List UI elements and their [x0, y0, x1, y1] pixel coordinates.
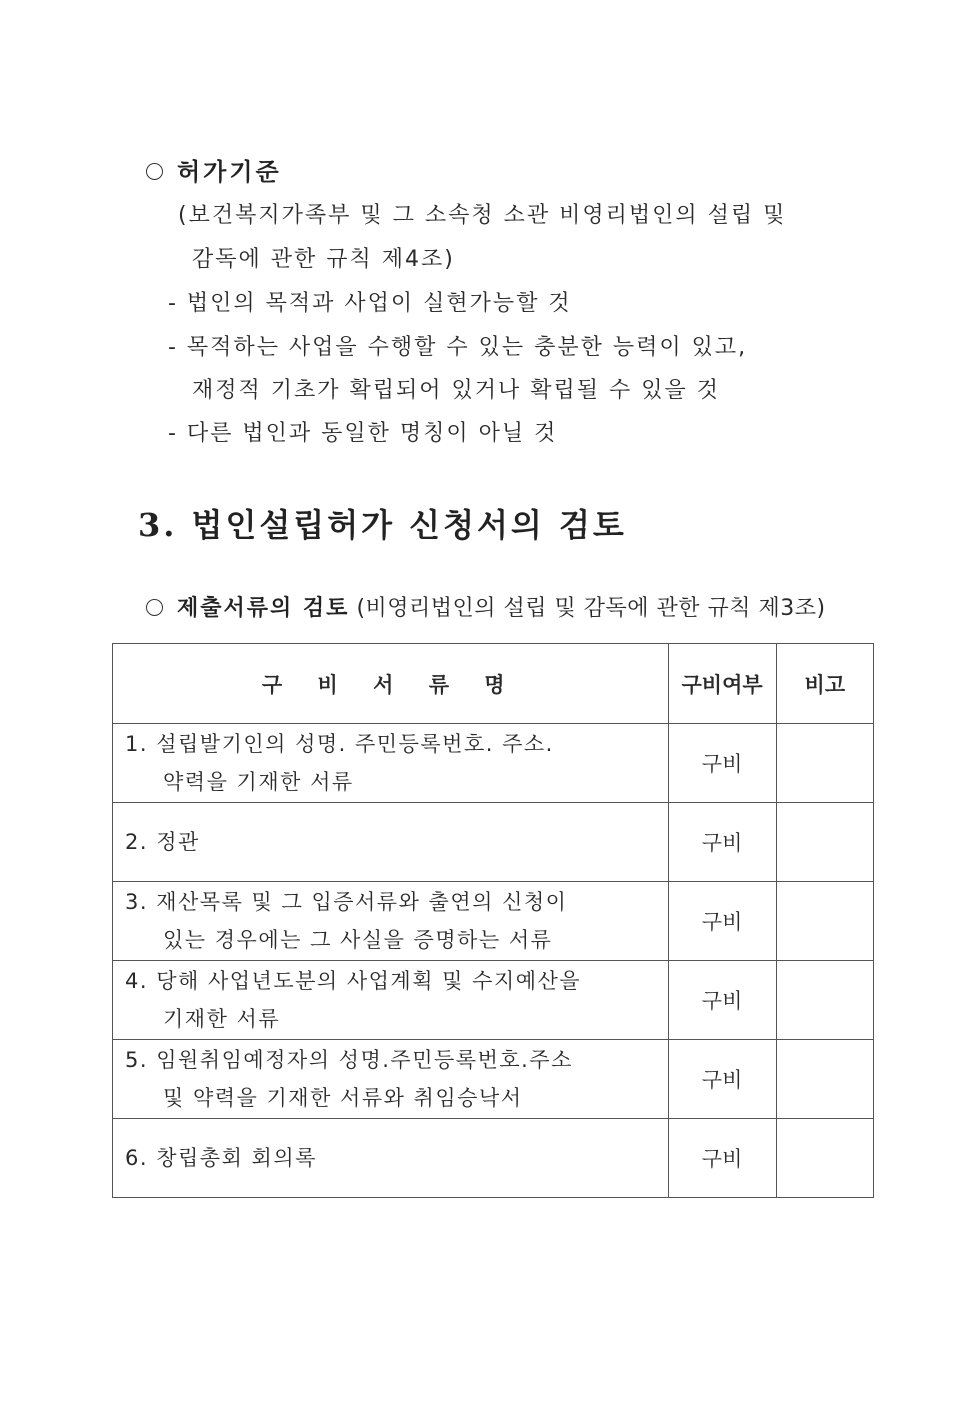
note-cell — [776, 961, 873, 1040]
table-header-row — [113, 644, 874, 724]
table-row — [113, 1119, 874, 1198]
permit-criteria-heading: 허가기준 — [146, 152, 282, 187]
subheading-reference: (비영리법인의 설립 및 감독에 관한 규칙 제3조) — [356, 596, 826, 621]
criteria-item: - 법인의 목적과 사업이 실현가능할 것 — [168, 291, 572, 316]
header-status: 구비여부 — [668, 644, 776, 724]
permit-basis-line1: (보건복지가족부 및 그 소속청 소관 비영리법인의 설립 및 — [178, 203, 787, 228]
document-name-cell: 5. 임원취임예정자의 성명.주민등록번호.주소 및 약력을 기재한 서류와 취임승낙서 — [113, 1040, 669, 1119]
document-name-cell: 2. 정관 — [113, 803, 669, 882]
criteria-item: - 다른 법인과 동일한 명칭이 아닐 것 — [168, 421, 558, 446]
circle-bullet-icon — [146, 163, 163, 180]
permit-basis-line2: 감독에 관한 규칙 제4조) — [192, 247, 455, 272]
note-cell — [776, 803, 873, 882]
note-cell — [776, 724, 873, 803]
status-cell: 구비 — [668, 882, 776, 961]
table-row — [113, 961, 874, 1040]
document-name-cell: 3. 재산목록 및 그 입증서류와 출연의 신청이 있는 경우에는 그 사실을 증명하는 서류 — [113, 882, 669, 961]
table-row — [113, 1040, 874, 1119]
table-row — [113, 724, 874, 803]
document-name-cell: 6. 창립총회 회의록 — [113, 1119, 669, 1198]
circle-bullet-icon — [146, 599, 163, 616]
section-title: 3. 법인설립허가 신청서의 검토 — [138, 506, 627, 544]
document-name-cell: 1. 설립발기인의 성명. 주민등록번호. 주소. 약력을 기재한 서류 — [113, 724, 669, 803]
table-row — [113, 882, 874, 961]
note-cell — [776, 882, 873, 961]
status-cell: 구비 — [668, 1119, 776, 1198]
table-row — [113, 803, 874, 882]
requirements-table — [112, 643, 874, 1198]
note-cell — [776, 1040, 873, 1119]
status-cell: 구비 — [668, 961, 776, 1040]
status-cell: 구비 — [668, 724, 776, 803]
header-document-name: 구 비 서 류 명 — [113, 644, 669, 724]
header-note: 비고 — [776, 644, 873, 724]
document-name-cell: 4. 당해 사업년도분의 사업계획 및 수지예산을 기재한 서류 — [113, 961, 669, 1040]
note-cell — [776, 1119, 873, 1198]
criteria-item: - 목적하는 사업을 수행할 수 있는 충분한 능력이 있고, — [168, 335, 748, 360]
criteria-item-continuation: 재정적 기초가 확립되어 있거나 확립될 수 있을 것 — [192, 378, 720, 403]
submitted-docs-subheading: 제출서류의 검토 (비영리법인의 설립 및 감독에 관한 규칙 제3조) — [146, 591, 826, 622]
status-cell: 구비 — [668, 803, 776, 882]
status-cell: 구비 — [668, 1040, 776, 1119]
